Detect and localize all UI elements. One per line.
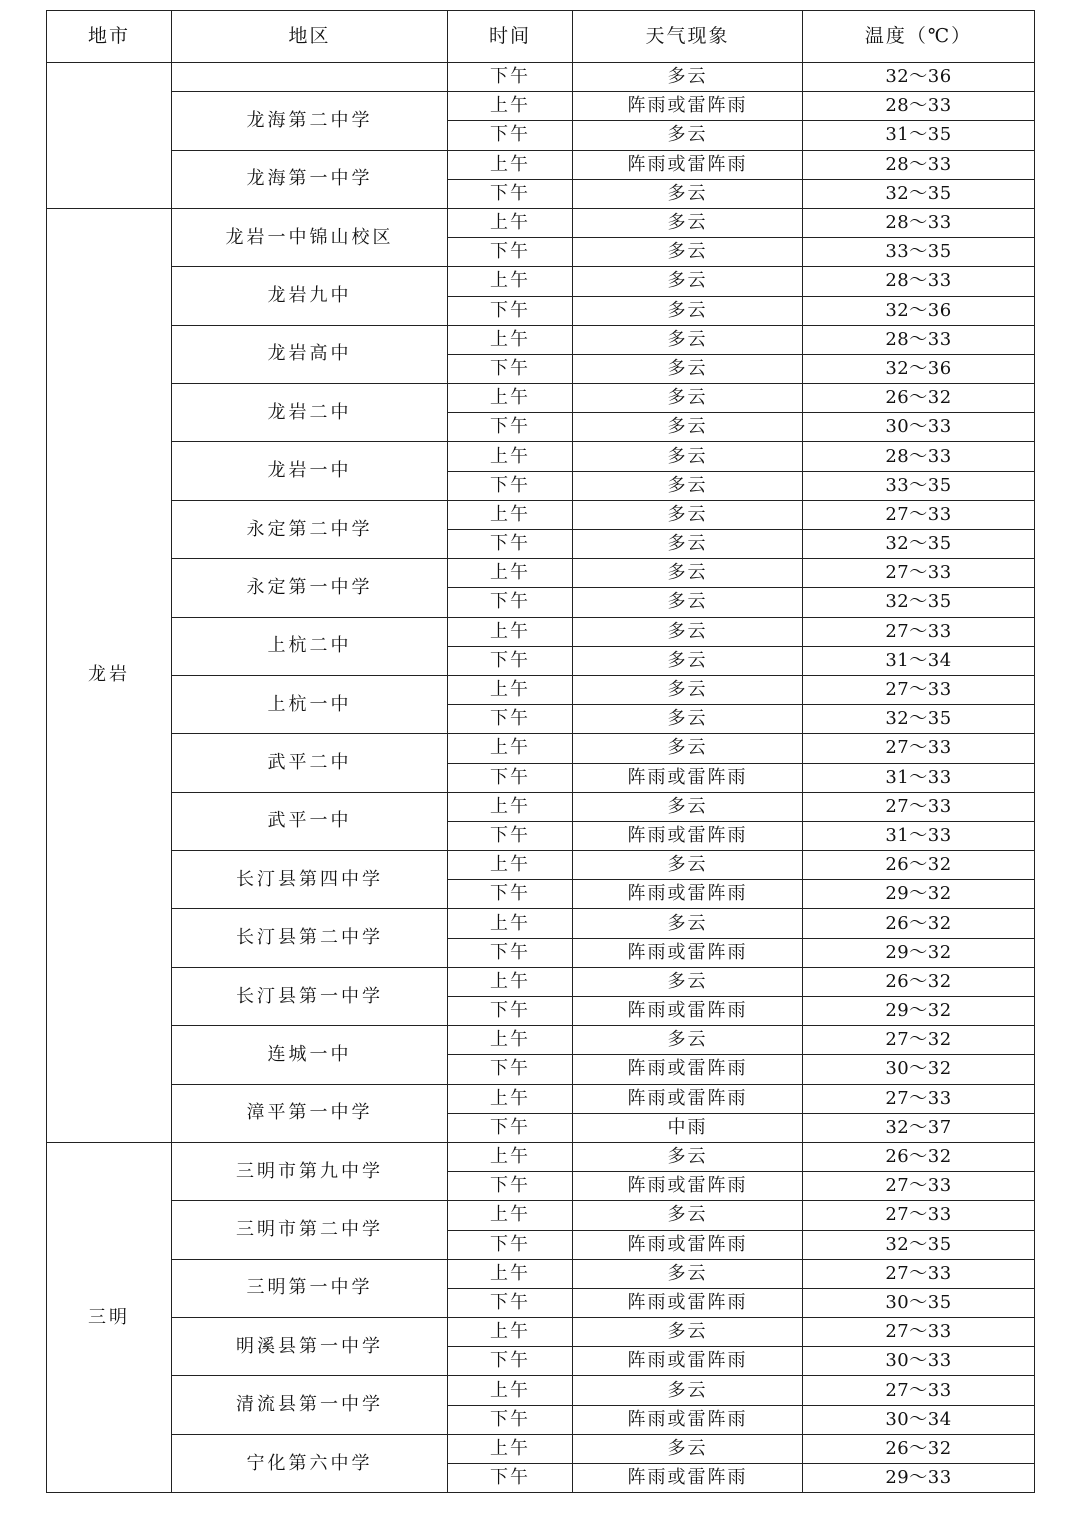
temp-cell: 32～36 (803, 296, 1035, 325)
temp-cell: 32～35 (803, 588, 1035, 617)
header-weather: 天气现象 (573, 11, 803, 63)
table-row (47, 851, 1035, 880)
temp-cell: 30～33 (803, 1347, 1035, 1376)
time-cell: 下午 (448, 588, 573, 617)
time-cell: 下午 (448, 997, 573, 1026)
temp-cell: 26～32 (803, 1142, 1035, 1171)
table-row (47, 325, 1035, 354)
weather-cell: 阵雨或雷阵雨 (573, 1230, 803, 1259)
table-row (47, 384, 1035, 413)
area-cell: 长汀县第二中学 (172, 909, 448, 967)
time-cell: 下午 (448, 63, 573, 92)
area-cell: 龙岩高中 (172, 325, 448, 383)
time-cell: 上午 (448, 675, 573, 704)
header-temp: 温度（℃） (803, 11, 1035, 63)
weather-cell: 多云 (573, 208, 803, 237)
weather-cell: 多云 (573, 1142, 803, 1171)
temp-cell: 31～33 (803, 763, 1035, 792)
city-cell: 龙岩 (47, 208, 172, 1142)
table-row (47, 442, 1035, 471)
time-cell: 上午 (448, 1434, 573, 1463)
table-row (47, 1376, 1035, 1405)
time-cell: 上午 (448, 617, 573, 646)
weather-cell: 多云 (573, 1259, 803, 1288)
time-cell: 下午 (448, 1172, 573, 1201)
table-row (47, 559, 1035, 588)
table-row (47, 63, 1035, 92)
weather-cell: 阵雨或雷阵雨 (573, 1172, 803, 1201)
temp-cell: 26～32 (803, 384, 1035, 413)
weather-cell: 多云 (573, 354, 803, 383)
time-cell: 上午 (448, 1026, 573, 1055)
time-cell: 上午 (448, 851, 573, 880)
weather-cell: 多云 (573, 1318, 803, 1347)
temp-cell: 29～33 (803, 1464, 1035, 1493)
header-area: 地区 (172, 11, 448, 63)
header-city: 地市 (47, 11, 172, 63)
temp-cell: 27～33 (803, 1259, 1035, 1288)
temp-cell: 32～36 (803, 63, 1035, 92)
area-cell (172, 63, 448, 92)
table-row (47, 267, 1035, 296)
area-cell: 长汀县第一中学 (172, 967, 448, 1025)
table-row (47, 1026, 1035, 1055)
area-cell: 三明第一中学 (172, 1259, 448, 1317)
weather-cell: 多云 (573, 413, 803, 442)
time-cell: 下午 (448, 1055, 573, 1084)
time-cell: 下午 (448, 530, 573, 559)
area-cell: 宁化第六中学 (172, 1434, 448, 1492)
area-cell: 武平二中 (172, 734, 448, 792)
weather-forecast-table (46, 10, 1035, 1493)
header-time: 时间 (448, 11, 573, 63)
table-row (47, 150, 1035, 179)
weather-cell: 多云 (573, 851, 803, 880)
time-cell: 下午 (448, 121, 573, 150)
time-cell: 上午 (448, 792, 573, 821)
weather-cell: 阵雨或雷阵雨 (573, 763, 803, 792)
city-cell: 三明 (47, 1142, 172, 1492)
weather-cell: 阵雨或雷阵雨 (573, 1055, 803, 1084)
weather-cell: 多云 (573, 267, 803, 296)
table-row (47, 1434, 1035, 1463)
weather-cell: 阵雨或雷阵雨 (573, 997, 803, 1026)
temp-cell: 26～32 (803, 967, 1035, 996)
table-row (47, 675, 1035, 704)
weather-cell: 多云 (573, 792, 803, 821)
temp-cell: 27～33 (803, 675, 1035, 704)
temp-cell: 32～37 (803, 1113, 1035, 1142)
weather-cell: 阵雨或雷阵雨 (573, 1347, 803, 1376)
time-cell: 上午 (448, 1259, 573, 1288)
temp-cell: 27～33 (803, 792, 1035, 821)
time-cell: 上午 (448, 1318, 573, 1347)
weather-cell: 阵雨或雷阵雨 (573, 150, 803, 179)
weather-cell: 多云 (573, 121, 803, 150)
table-row (47, 1142, 1035, 1171)
temp-cell: 33～35 (803, 238, 1035, 267)
temp-cell: 32～35 (803, 179, 1035, 208)
temp-cell: 31～34 (803, 646, 1035, 675)
time-cell: 上午 (448, 267, 573, 296)
weather-cell: 多云 (573, 675, 803, 704)
time-cell: 下午 (448, 1288, 573, 1317)
weather-cell: 多云 (573, 559, 803, 588)
area-cell: 长汀县第四中学 (172, 851, 448, 909)
time-cell: 下午 (448, 1405, 573, 1434)
temp-cell: 26～32 (803, 1434, 1035, 1463)
weather-cell: 阵雨或雷阵雨 (573, 880, 803, 909)
weather-cell: 多云 (573, 617, 803, 646)
area-cell: 武平一中 (172, 792, 448, 850)
area-cell: 连城一中 (172, 1026, 448, 1084)
temp-cell: 30～35 (803, 1288, 1035, 1317)
weather-cell: 多云 (573, 179, 803, 208)
temp-cell: 32～36 (803, 354, 1035, 383)
temp-cell: 31～33 (803, 821, 1035, 850)
time-cell: 下午 (448, 821, 573, 850)
time-cell: 上午 (448, 1376, 573, 1405)
time-cell: 下午 (448, 646, 573, 675)
temp-cell: 30～34 (803, 1405, 1035, 1434)
time-cell: 上午 (448, 1201, 573, 1230)
temp-cell: 27～33 (803, 1318, 1035, 1347)
area-cell: 永定第一中学 (172, 559, 448, 617)
time-cell: 下午 (448, 354, 573, 383)
time-cell: 上午 (448, 1142, 573, 1171)
temp-cell: 33～35 (803, 471, 1035, 500)
time-cell: 下午 (448, 296, 573, 325)
temp-cell: 28～33 (803, 208, 1035, 237)
area-cell: 龙岩一中锦山校区 (172, 208, 448, 266)
table-row (47, 92, 1035, 121)
time-cell: 上午 (448, 559, 573, 588)
time-cell: 上午 (448, 442, 573, 471)
table-row (47, 1318, 1035, 1347)
table-row (47, 909, 1035, 938)
table-row (47, 1084, 1035, 1113)
weather-cell: 多云 (573, 909, 803, 938)
time-cell: 下午 (448, 413, 573, 442)
temp-cell: 27～32 (803, 1026, 1035, 1055)
area-cell: 三明市第二中学 (172, 1201, 448, 1259)
weather-cell: 阵雨或雷阵雨 (573, 938, 803, 967)
table-body (47, 63, 1035, 1493)
area-cell: 永定第二中学 (172, 500, 448, 558)
weather-cell: 多云 (573, 384, 803, 413)
temp-cell: 32～35 (803, 530, 1035, 559)
area-cell: 漳平第一中学 (172, 1084, 448, 1142)
time-cell: 上午 (448, 967, 573, 996)
weather-cell: 多云 (573, 1376, 803, 1405)
temp-cell: 28～33 (803, 92, 1035, 121)
weather-cell: 多云 (573, 967, 803, 996)
time-cell: 上午 (448, 150, 573, 179)
temp-cell: 29～32 (803, 880, 1035, 909)
weather-cell: 多云 (573, 1201, 803, 1230)
time-cell: 上午 (448, 325, 573, 354)
area-cell: 龙岩九中 (172, 267, 448, 325)
time-cell: 下午 (448, 763, 573, 792)
weather-cell: 多云 (573, 325, 803, 354)
table-row (47, 500, 1035, 529)
table-row (47, 617, 1035, 646)
temp-cell: 26～32 (803, 851, 1035, 880)
weather-cell: 阵雨或雷阵雨 (573, 1405, 803, 1434)
temp-cell: 28～33 (803, 267, 1035, 296)
temp-cell: 29～32 (803, 997, 1035, 1026)
weather-cell: 阵雨或雷阵雨 (573, 1084, 803, 1113)
time-cell: 下午 (448, 1347, 573, 1376)
time-cell: 上午 (448, 384, 573, 413)
time-cell: 上午 (448, 208, 573, 237)
time-cell: 上午 (448, 92, 573, 121)
time-cell: 下午 (448, 705, 573, 734)
temp-cell: 28～33 (803, 150, 1035, 179)
temp-cell: 27～33 (803, 559, 1035, 588)
temp-cell: 27～33 (803, 1201, 1035, 1230)
area-cell: 龙海第一中学 (172, 150, 448, 208)
time-cell: 上午 (448, 1084, 573, 1113)
weather-cell: 阵雨或雷阵雨 (573, 821, 803, 850)
time-cell: 上午 (448, 500, 573, 529)
temp-cell: 27～33 (803, 500, 1035, 529)
weather-cell: 多云 (573, 471, 803, 500)
temp-cell: 27～33 (803, 617, 1035, 646)
weather-cell: 多云 (573, 588, 803, 617)
temp-cell: 27～33 (803, 1172, 1035, 1201)
weather-cell: 多云 (573, 63, 803, 92)
header-row (47, 11, 1035, 63)
area-cell: 三明市第九中学 (172, 1142, 448, 1200)
table-row (47, 734, 1035, 763)
time-cell: 下午 (448, 938, 573, 967)
weather-cell: 多云 (573, 296, 803, 325)
weather-cell: 多云 (573, 646, 803, 675)
time-cell: 下午 (448, 1464, 573, 1493)
weather-cell: 阵雨或雷阵雨 (573, 92, 803, 121)
temp-cell: 26～32 (803, 909, 1035, 938)
temp-cell: 30～32 (803, 1055, 1035, 1084)
weather-cell: 多云 (573, 1026, 803, 1055)
time-cell: 下午 (448, 1230, 573, 1259)
temp-cell: 32～35 (803, 1230, 1035, 1259)
time-cell: 下午 (448, 471, 573, 500)
temp-cell: 27～33 (803, 734, 1035, 763)
weather-cell: 中雨 (573, 1113, 803, 1142)
area-cell: 龙岩二中 (172, 384, 448, 442)
table-row (47, 967, 1035, 996)
temp-cell: 27～33 (803, 1376, 1035, 1405)
area-cell: 龙海第二中学 (172, 92, 448, 150)
temp-cell: 29～32 (803, 938, 1035, 967)
weather-cell: 多云 (573, 500, 803, 529)
weather-cell: 阵雨或雷阵雨 (573, 1464, 803, 1493)
temp-cell: 28～33 (803, 325, 1035, 354)
temp-cell: 27～33 (803, 1084, 1035, 1113)
table-row (47, 1201, 1035, 1230)
city-cell (47, 63, 172, 209)
time-cell: 上午 (448, 909, 573, 938)
temp-cell: 31～35 (803, 121, 1035, 150)
area-cell: 龙岩一中 (172, 442, 448, 500)
weather-cell: 多云 (573, 442, 803, 471)
table-row (47, 792, 1035, 821)
temp-cell: 28～33 (803, 442, 1035, 471)
time-cell: 下午 (448, 238, 573, 267)
table-row (47, 1259, 1035, 1288)
area-cell: 上杭二中 (172, 617, 448, 675)
weather-cell: 多云 (573, 238, 803, 267)
weather-cell: 多云 (573, 705, 803, 734)
area-cell: 清流县第一中学 (172, 1376, 448, 1434)
area-cell: 明溪县第一中学 (172, 1318, 448, 1376)
area-cell: 上杭一中 (172, 675, 448, 733)
weather-cell: 多云 (573, 530, 803, 559)
temp-cell: 32～35 (803, 705, 1035, 734)
table-row (47, 208, 1035, 237)
time-cell: 下午 (448, 179, 573, 208)
weather-cell: 多云 (573, 734, 803, 763)
temp-cell: 30～33 (803, 413, 1035, 442)
weather-cell: 阵雨或雷阵雨 (573, 1288, 803, 1317)
weather-cell: 多云 (573, 1434, 803, 1463)
time-cell: 下午 (448, 880, 573, 909)
time-cell: 下午 (448, 1113, 573, 1142)
time-cell: 上午 (448, 734, 573, 763)
